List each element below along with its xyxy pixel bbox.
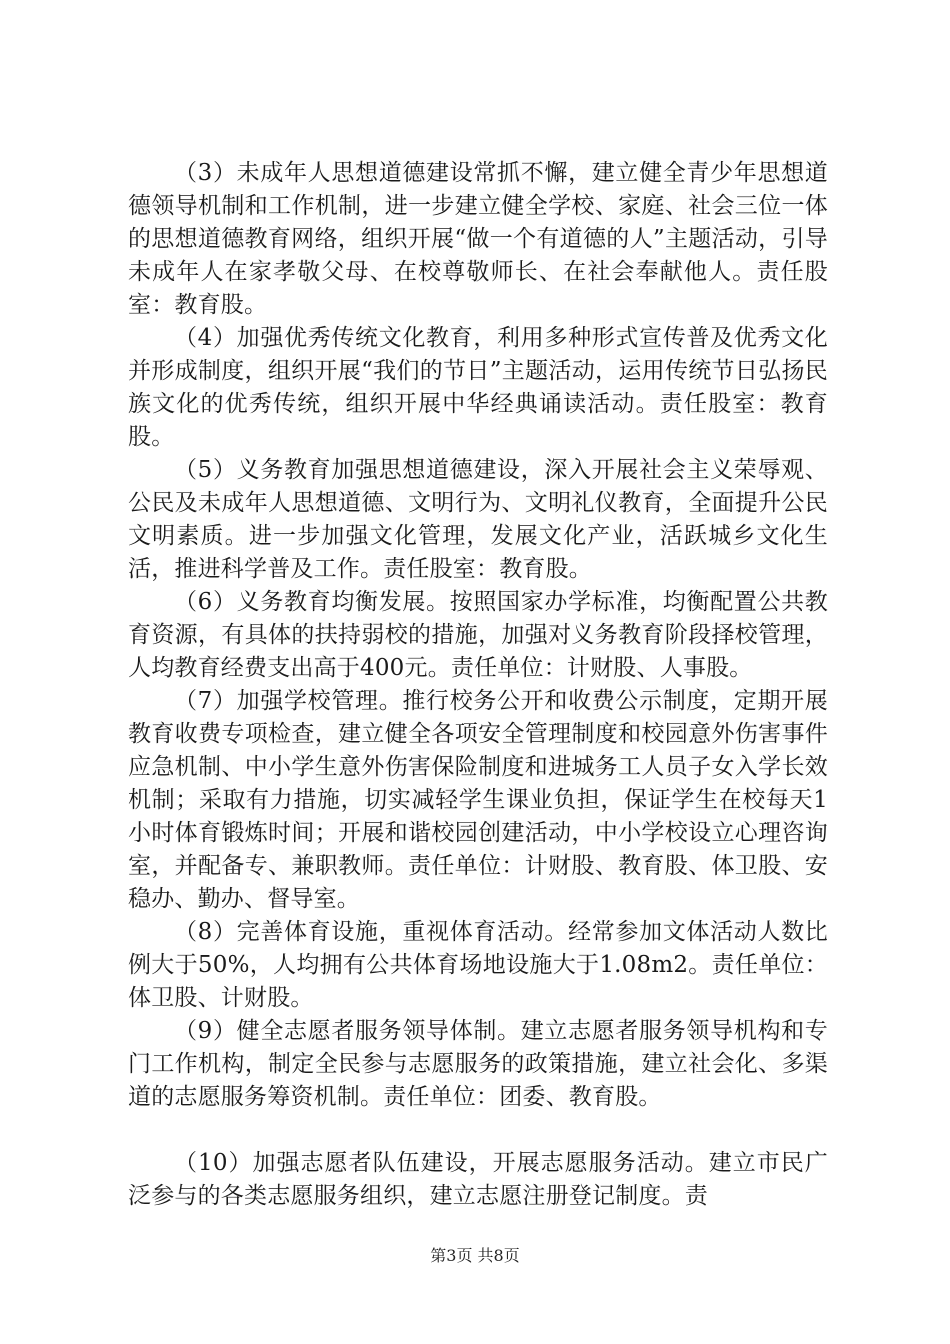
paragraph-6: （6）义务教育均衡发展。按照国家办学标准，均衡配置公共教育资源，有具体的扶持弱校的措施，加强对义务教育阶段择校管理，人均教育经费支出高于400元。责任单位：计财股、人事股。: [128, 589, 828, 681]
document-body: [128, 157, 828, 1213]
paragraph-7: （7）加强学校管理。推行校务公开和收费公示制度，定期开展教育收费专项检查，建立健全各项安全管理制度和校园意外伤害事件应急机制、中小学生意外伤害保险制度和进城务工人员子女入学长效机制；采取有力措施，切实减轻学生课业负担，保证学生在校每天1小时体育锻炼时间；开展和谐校园创建活动，中小学校设立心理咨询室，并配备专、兼职教师。责任单位：计财股、教育股、体卫股、安稳办、勤办、督导室。: [128, 688, 828, 912]
paragraph-10: （10）加强志愿者队伍建设，开展志愿服务活动。建立市民广泛参与的各类志愿服务组织，建立志愿注册登记制度。责: [128, 1150, 828, 1209]
paragraph-8: （8）完善体育设施，重视体育活动。经常参加文体活动人数比例大于50%，人均拥有公共体育场地设施大于1.08m2。责任单位：体卫股、计财股。: [128, 919, 828, 1011]
paragraph-3: （3）未成年人思想道德建设常抓不懈，建立健全青少年思想道德领导机制和工作机制，进一步建立健全学校、家庭、社会三位一体的思想道德教育网络，组织开展“做一个有道德的人”主题活动，引导未成年人在家孝敬父母、在校尊敬师长、在社会奉献他人。责任股室：教育股。: [128, 160, 828, 318]
page-number-footer: 第3页 共8页: [430, 1246, 520, 1265]
paragraph-9: （9）健全志愿者服务领导体制。建立志愿者服务领导机构和专门工作机构，制定全民参与志愿服务的政策措施，建立社会化、多渠道的志愿服务筹资机制。责任单位：团委、教育股。: [128, 1018, 828, 1110]
paragraph-5: （5）义务教育加强思想道德建设，深入开展社会主义荣辱观、公民及未成年人思想道德、文明行为、文明礼仪教育，全面提升公民文明素质。进一步加强文化管理，发展文化产业，活跃城乡文化生活，推进科学普及工作。责任股室：教育股。: [128, 457, 828, 582]
paragraph-4: （4）加强优秀传统文化教育，利用多种形式宣传普及优秀文化并形成制度，组织开展“我们的节日”主题活动，运用传统节日弘扬民族文化的优秀传统，组织开展中华经典诵读活动。责任股室：教育股。: [128, 325, 828, 450]
